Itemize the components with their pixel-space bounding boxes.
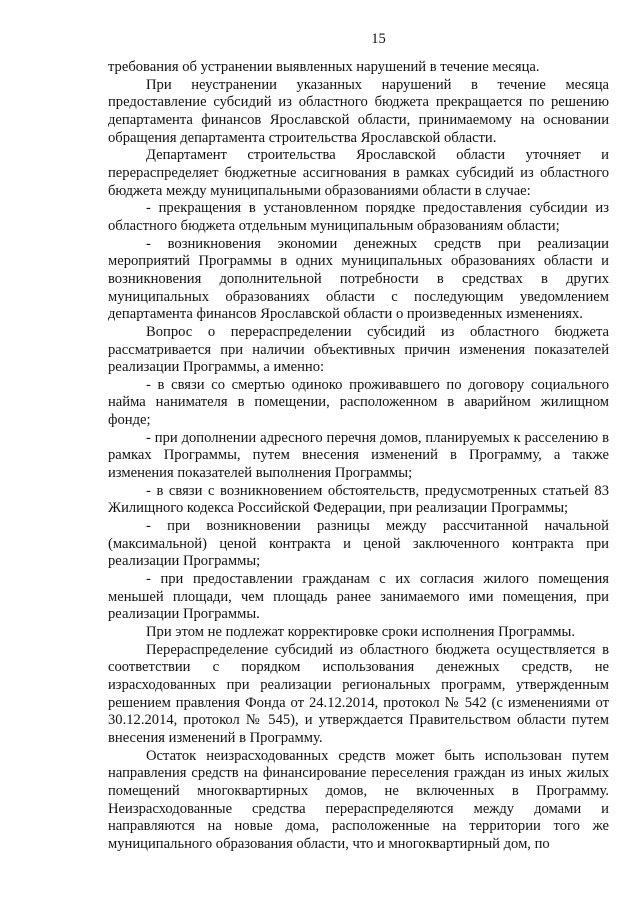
list-item: - при дополнении адресного перечня домов, планируемых к расселению в рамках Программы, путем внесения изменений в Программу, а также изменения показателей выполнения Программы; — [108, 429, 609, 482]
list-item: - в связи с возникновением обстоятельств, предусмотренных статьей 83 Жилищного кодекса Российской Федерации, при реализации Программы; — [108, 482, 609, 517]
list-item: - при предоставлении гражданам с их согласия жилого помещения меньшей площади, чем площадь ранее занимаемого ими помещения, при реализации Программы. — [108, 571, 609, 623]
document-body — [108, 59, 609, 854]
paragraph: требования об устранении выявленных нарушений в течение месяца. — [108, 59, 540, 75]
paragraph: При неустранении указанных нарушений в течение месяца предоставление субсидий из областного бюджета прекращается по решению департамента финансов Ярославской области, принимаемому на основании обращения департамента строительства Ярославской области. — [108, 76, 609, 146]
paragraph: Департамент строительства Ярославской области уточняет и перераспределяет бюджетные ассигнования в рамках субсидий из областного бюджета между муниципальными образованиями области в случае: — [108, 147, 609, 199]
paragraph: Вопрос о перераспределении субсидий из областного бюджета рассматривается при наличии объективных причин изменения показателей реализации Программы, а именно: — [108, 323, 609, 376]
page-number: 15 — [371, 31, 386, 47]
paragraph: При этом не подлежат корректировке сроки исполнения Программы. — [146, 624, 575, 640]
paragraph: Перераспределение субсидий из областного бюджета осуществляется в соответствии с порядком использования денежных средств, не израсходованных при реализации региональных программ, утвержденным решением правления Фонда от 24.12.2014, протокол № 542 (с изменениями от 30.12.2014, протокол № 545), и утверждается Правительством области путем внесения изменений в Программу. — [108, 641, 609, 746]
list-item: - возникновения экономии денежных средств при реализации мероприятий Программы в одних муниципальных образованиях области и возникновения дополнительной потребности в средствах в других муниципальных образованиях области с последующим уведомлением департамента финансов Ярославской области о произведенных изменениях. — [108, 235, 609, 323]
list-item: - в связи со смертью одиноко проживавшего по договору социального найма нанимателя в помещении, расположенном в аварийном жилищном фонде; — [108, 376, 609, 429]
paragraph: Остаток неизрасходованных средств может быть использован путем направления средств на финансирование переселения граждан из иных жилых помещений многоквартирных домов, не включенных в Программу. Неизрасходованные средства перераспределяются между домами и направляются на новые дома, расположенные на территории того же муниципального образования области, что и многоквартирный дом, по — [108, 747, 609, 852]
list-item: - при возникновении разницы между рассчитанной начальной (максимальной) ценой контракта и ценой заключенного контракта при реализации Программы; — [108, 518, 609, 570]
list-item: - прекращения в установленном порядке предоставления субсидии из областного бюджета отдельным муниципальным образованиям области; — [108, 200, 609, 234]
